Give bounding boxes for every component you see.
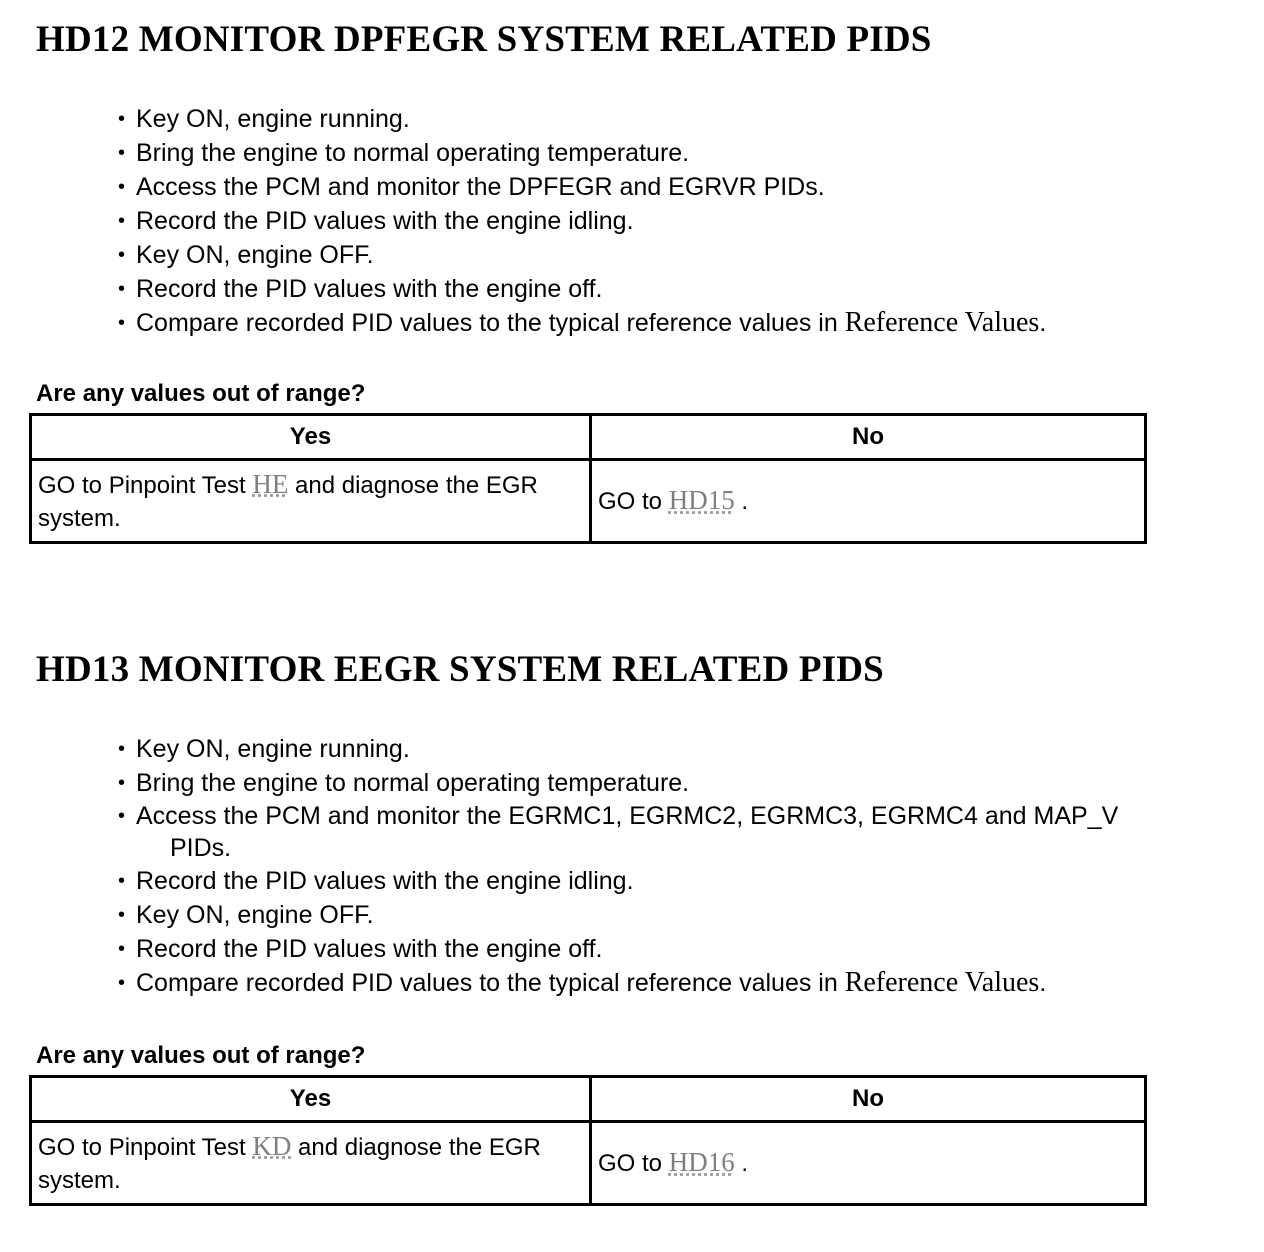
no-cell: GO to HD15 . bbox=[591, 460, 1146, 543]
step-list bbox=[118, 732, 1236, 1000]
yes-cell: GO to Pinpoint Test HE and diagnose the EGR system. bbox=[31, 460, 591, 543]
next-step-link[interactable]: HD16 bbox=[668, 1147, 735, 1177]
bullet-icon: • bbox=[118, 772, 126, 794]
list-item: • Access the PCM and monitor the DPFEGR and EGRVR PIDs. bbox=[118, 170, 1046, 204]
list-item: • Access the PCM and monitor the EGRMC1, EGRMC2, EGRMC3, EGRMC4 and MAP_V PIDs. bbox=[118, 802, 1119, 862]
pinpoint-test-link[interactable]: HE bbox=[252, 468, 289, 499]
list-item: • Key ON, engine running. bbox=[118, 102, 1046, 136]
decision-table bbox=[29, 1075, 1147, 1206]
list-item: • Bring the engine to normal operating temperature. bbox=[118, 136, 1046, 170]
bullet-icon: • bbox=[118, 870, 126, 892]
list-item: • Key ON, engine OFF. bbox=[118, 238, 1046, 272]
reference-values-link[interactable]: Reference Values bbox=[844, 307, 1040, 338]
decision-table bbox=[29, 413, 1147, 544]
no-header: No bbox=[591, 415, 1146, 460]
list-item: • Key ON, engine OFF. bbox=[118, 898, 1236, 932]
section-title: HD13 MONITOR EEGR SYSTEM RELATED PIDS bbox=[36, 649, 884, 690]
table-header-row bbox=[31, 1077, 1146, 1122]
pinpoint-test-link[interactable]: KD bbox=[252, 1130, 292, 1161]
list-item: • Compare recorded PID values to the typical reference values in Reference Values. bbox=[118, 307, 1047, 338]
list-item: • Record the PID values with the engine off. bbox=[118, 272, 1046, 306]
bullet-icon: • bbox=[118, 176, 126, 198]
bullet-icon: • bbox=[118, 938, 126, 960]
list-item: • Bring the engine to normal operating temperature. bbox=[118, 766, 1236, 800]
no-cell: GO to HD16 . bbox=[591, 1122, 1146, 1205]
yes-header: Yes bbox=[31, 415, 591, 460]
yes-cell: GO to Pinpoint Test KD and diagnose the EGR system. bbox=[31, 1122, 591, 1205]
table-row bbox=[31, 1122, 1146, 1205]
table-header-row bbox=[31, 415, 1146, 460]
bullet-icon: • bbox=[118, 805, 126, 827]
list-item: • Record the PID values with the engine off. bbox=[118, 932, 1236, 966]
question-label: Are any values out of range? bbox=[36, 380, 366, 407]
yes-header: Yes bbox=[31, 1077, 591, 1122]
question-label: Are any values out of range? bbox=[36, 1042, 366, 1069]
bullet-icon: • bbox=[118, 904, 126, 926]
list-item: • Key ON, engine running. bbox=[118, 732, 1236, 766]
table-row bbox=[31, 460, 1146, 543]
bullet-icon: • bbox=[118, 312, 126, 334]
bullet-icon: • bbox=[118, 108, 126, 130]
bullet-icon: • bbox=[118, 244, 126, 266]
bullet-icon: • bbox=[118, 142, 126, 164]
step-list bbox=[118, 102, 1046, 340]
bullet-icon: • bbox=[118, 972, 126, 994]
bullet-icon: • bbox=[118, 278, 126, 300]
bullet-icon: • bbox=[118, 738, 126, 760]
bullet-icon: • bbox=[118, 210, 126, 232]
no-header: No bbox=[591, 1077, 1146, 1122]
list-item: • Compare recorded PID values to the typical reference values in Reference Values. bbox=[118, 967, 1047, 998]
section-title: HD12 MONITOR DPFEGR SYSTEM RELATED PIDS bbox=[36, 19, 932, 60]
list-item: • Record the PID values with the engine idling. bbox=[118, 864, 1236, 898]
next-step-link[interactable]: HD15 bbox=[668, 485, 735, 515]
list-item: • Record the PID values with the engine idling. bbox=[118, 204, 1046, 238]
reference-values-link[interactable]: Reference Values bbox=[844, 967, 1040, 998]
